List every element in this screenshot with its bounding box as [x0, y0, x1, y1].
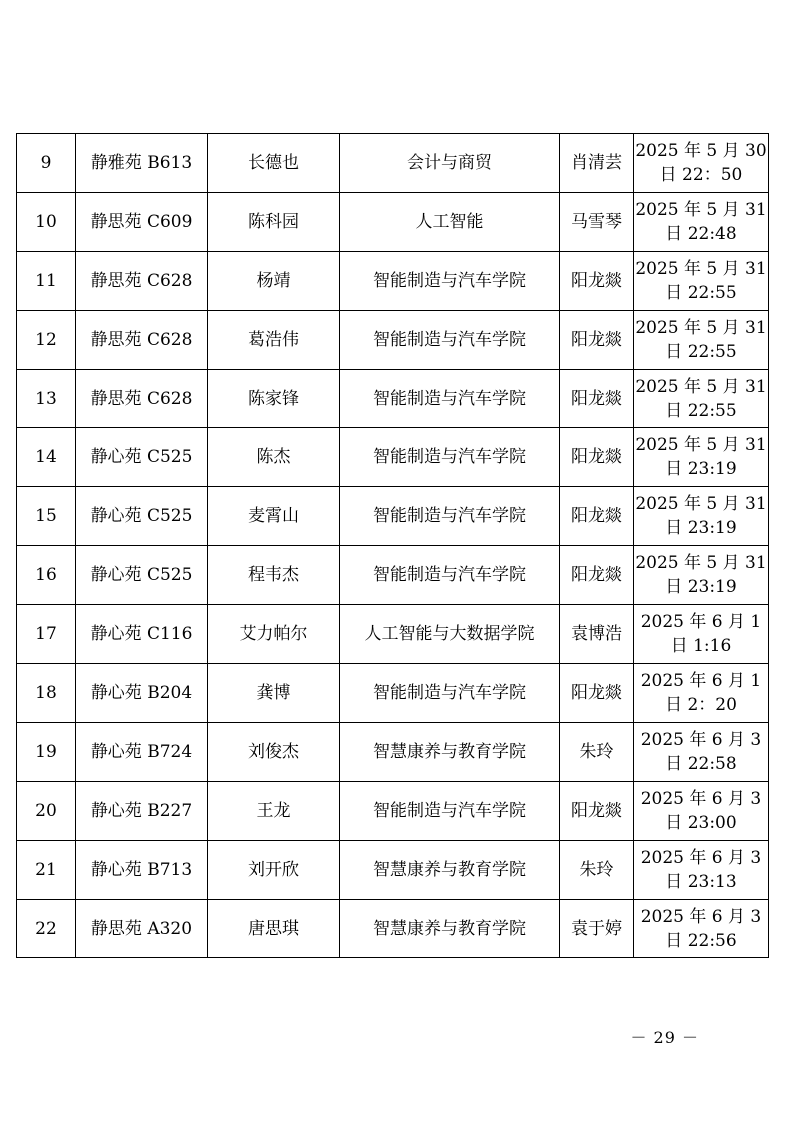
cell-counselor: 朱玲 — [560, 722, 634, 781]
cell-counselor: 阳龙燚 — [560, 310, 634, 369]
cell-counselor: 肖清芸 — [560, 134, 634, 193]
cell-counselor: 阳龙燚 — [560, 369, 634, 428]
table-row — [17, 605, 769, 664]
cell-return-time: 2025 年 6 月 3 日 23:13 — [634, 840, 769, 899]
cell-dorm-room: 静心苑 B227 — [76, 781, 208, 840]
table-row — [17, 840, 769, 899]
cell-number: 18 — [17, 664, 76, 723]
cell-student-name: 龚博 — [208, 664, 340, 723]
cell-dorm-room: 静心苑 C116 — [76, 605, 208, 664]
cell-counselor: 阳龙燚 — [560, 251, 634, 310]
cell-student-name: 陈科园 — [208, 192, 340, 251]
page-number-text: － 29 － — [630, 1028, 699, 1047]
table-row — [17, 192, 769, 251]
cell-counselor: 阳龙燚 — [560, 546, 634, 605]
cell-dorm-room: 静思苑 C628 — [76, 369, 208, 428]
cell-number: 13 — [17, 369, 76, 428]
cell-return-time: 2025 年 5 月 31 日 23:19 — [634, 428, 769, 487]
cell-dorm-room: 静心苑 B724 — [76, 722, 208, 781]
cell-dorm-room: 静思苑 C628 — [76, 251, 208, 310]
cell-counselor: 袁于婷 — [560, 899, 634, 958]
cell-return-time: 2025 年 6 月 3 日 22:56 — [634, 899, 769, 958]
cell-return-time: 2025 年 6 月 1 日 1:16 — [634, 605, 769, 664]
cell-college: 智能制造与汽车学院 — [340, 310, 560, 369]
cell-college: 智能制造与汽车学院 — [340, 487, 560, 546]
cell-student-name: 葛浩伟 — [208, 310, 340, 369]
cell-college: 人工智能 — [340, 192, 560, 251]
cell-return-time: 2025 年 5 月 31 日 22:55 — [634, 251, 769, 310]
cell-dorm-room: 静心苑 B713 — [76, 840, 208, 899]
cell-return-time: 2025 年 5 月 31 日 22:48 — [634, 192, 769, 251]
cell-student-name: 麦霄山 — [208, 487, 340, 546]
cell-student-name: 艾力帕尔 — [208, 605, 340, 664]
cell-counselor: 马雪琴 — [560, 192, 634, 251]
cell-student-name: 陈杰 — [208, 428, 340, 487]
cell-counselor: 阳龙燚 — [560, 428, 634, 487]
cell-student-name: 王龙 — [208, 781, 340, 840]
cell-return-time: 2025 年 5 月 31 日 23:19 — [634, 546, 769, 605]
table-row — [17, 722, 769, 781]
cell-student-name: 长德也 — [208, 134, 340, 193]
cell-return-time: 2025 年 5 月 30 日 22：50 — [634, 134, 769, 193]
cell-dorm-room: 静雅苑 B613 — [76, 134, 208, 193]
cell-counselor: 阳龙燚 — [560, 781, 634, 840]
cell-dorm-room: 静思苑 C609 — [76, 192, 208, 251]
cell-college: 智能制造与汽车学院 — [340, 546, 560, 605]
cell-dorm-room: 静思苑 A320 — [76, 899, 208, 958]
cell-college: 智能制造与汽车学院 — [340, 369, 560, 428]
cell-return-time: 2025 年 5 月 31 日 22:55 — [634, 369, 769, 428]
cell-dorm-room: 静心苑 C525 — [76, 546, 208, 605]
table-row — [17, 546, 769, 605]
roster-table — [16, 133, 769, 958]
cell-number: 20 — [17, 781, 76, 840]
cell-student-name: 唐思琪 — [208, 899, 340, 958]
roster-table-body — [17, 134, 769, 958]
cell-number: 10 — [17, 192, 76, 251]
table-row — [17, 369, 769, 428]
cell-student-name: 杨靖 — [208, 251, 340, 310]
cell-number: 15 — [17, 487, 76, 546]
cell-college: 智能制造与汽车学院 — [340, 781, 560, 840]
cell-college: 人工智能与大数据学院 — [340, 605, 560, 664]
cell-student-name: 刘俊杰 — [208, 722, 340, 781]
cell-student-name: 程韦杰 — [208, 546, 340, 605]
cell-number: 11 — [17, 251, 76, 310]
cell-counselor: 阳龙燚 — [560, 487, 634, 546]
table-row — [17, 781, 769, 840]
cell-college: 智慧康养与教育学院 — [340, 899, 560, 958]
table-row — [17, 134, 769, 193]
cell-number: 16 — [17, 546, 76, 605]
cell-number: 21 — [17, 840, 76, 899]
table-row — [17, 664, 769, 723]
cell-college: 智能制造与汽车学院 — [340, 251, 560, 310]
cell-counselor: 阳龙燚 — [560, 664, 634, 723]
cell-number: 19 — [17, 722, 76, 781]
cell-dorm-room: 静心苑 C525 — [76, 428, 208, 487]
table-row — [17, 428, 769, 487]
cell-return-time: 2025 年 6 月 3 日 22:58 — [634, 722, 769, 781]
cell-number: 14 — [17, 428, 76, 487]
cell-college: 智能制造与汽车学院 — [340, 428, 560, 487]
cell-college: 智慧康养与教育学院 — [340, 840, 560, 899]
cell-number: 17 — [17, 605, 76, 664]
cell-college: 会计与商贸 — [340, 134, 560, 193]
cell-student-name: 刘开欣 — [208, 840, 340, 899]
cell-college: 智能制造与汽车学院 — [340, 664, 560, 723]
cell-counselor: 袁博浩 — [560, 605, 634, 664]
cell-dorm-room: 静思苑 C628 — [76, 310, 208, 369]
cell-dorm-room: 静心苑 B204 — [76, 664, 208, 723]
cell-return-time: 2025 年 6 月 1 日 2：20 — [634, 664, 769, 723]
page-number — [0, 1025, 793, 1048]
cell-number: 9 — [17, 134, 76, 193]
cell-student-name: 陈家锋 — [208, 369, 340, 428]
cell-return-time: 2025 年 6 月 3 日 23:00 — [634, 781, 769, 840]
cell-number: 12 — [17, 310, 76, 369]
cell-college: 智慧康养与教育学院 — [340, 722, 560, 781]
cell-return-time: 2025 年 5 月 31 日 22:55 — [634, 310, 769, 369]
cell-counselor: 朱玲 — [560, 840, 634, 899]
table-row — [17, 310, 769, 369]
cell-number: 22 — [17, 899, 76, 958]
cell-dorm-room: 静心苑 C525 — [76, 487, 208, 546]
table-row — [17, 899, 769, 958]
table-row — [17, 487, 769, 546]
cell-return-time: 2025 年 5 月 31 日 23:19 — [634, 487, 769, 546]
table-row — [17, 251, 769, 310]
